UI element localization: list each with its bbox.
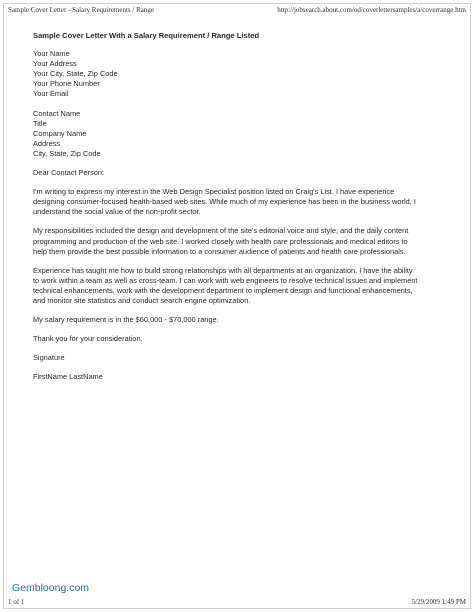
letter-body bbox=[33, 31, 453, 391]
paragraph-responsibilities bbox=[33, 226, 453, 256]
sender-line: Your Email bbox=[33, 89, 69, 99]
sender-line: Your City, State, Zip Code bbox=[33, 69, 118, 79]
paragraph-line: technical enhancements, work with the development department to implement design and functional enhancements, bbox=[33, 285, 413, 295]
watermark-logo: Gembloong.com bbox=[12, 582, 90, 594]
closing: Thank you for your consideration. bbox=[33, 334, 143, 344]
sender-line: Your Name bbox=[33, 49, 70, 59]
letter-title: Sample Cover Letter With a Salary Requirement / Range Listed bbox=[33, 31, 260, 40]
recipient-line: Contact Name bbox=[33, 108, 81, 118]
print-header-url: http://jobsearch.about.com/od/coverlettersamples/a/coverrange.htm bbox=[277, 6, 466, 14]
page-frame bbox=[3, 3, 471, 609]
recipient-line: Title bbox=[33, 118, 47, 128]
print-timestamp: 5/29/2009 1:49 PM bbox=[411, 598, 466, 606]
paragraph-line: understand the social value of the non-profit sector. bbox=[33, 207, 201, 217]
paragraph-line: designing consumer-focused health-based web sites. While much of my experience has been in the business world, I bbox=[33, 197, 416, 207]
paragraph-line: and monitor site statistics and conduct search engine optimization. bbox=[33, 295, 251, 305]
paragraph-line: programming and production of the web site. I worked closely with health care professionals and medical editors to bbox=[33, 236, 408, 246]
page-count: 1 of 1 bbox=[8, 598, 25, 606]
print-header-title: Sample Cover Letter - Salary Requirements / Range bbox=[8, 6, 154, 14]
signature: Signature bbox=[33, 353, 65, 363]
sender-block bbox=[33, 49, 453, 99]
paragraph-line: Experience has taught me how to build strong relationships with all departments at an organization. I have the ability bbox=[33, 265, 413, 275]
sender-line: Your Phone Number bbox=[33, 79, 100, 89]
paragraph-line: help them provide the best possible information to a consumer audience of patients and health care professionals. bbox=[33, 246, 406, 256]
paragraph-line: to work within a team as well as cross-team. I can work with web engineers to resolve technical issues and implement bbox=[33, 275, 418, 285]
salary-requirement: My salary requirement is in the $60,000 - $70,000 range. bbox=[33, 315, 219, 325]
paragraph-line: I'm writing to express my interest in the Web Design Specialist position listed on Craig's List. I have experience bbox=[33, 187, 395, 197]
print-footer bbox=[8, 596, 466, 606]
recipient-line: Address bbox=[33, 138, 61, 148]
recipient-line: City, State, Zip Code bbox=[33, 148, 101, 158]
paragraph-experience bbox=[33, 266, 453, 306]
paragraph-line: My responsibilities included the design and development of the site's editorial voice and style, and the daily content bbox=[33, 226, 409, 236]
recipient-block bbox=[33, 109, 453, 159]
sender-line: Your Address bbox=[33, 59, 77, 69]
salutation: Dear Contact Person: bbox=[33, 168, 105, 178]
signer-name: FirstName LastName bbox=[33, 372, 103, 382]
paragraph-interest bbox=[33, 187, 453, 217]
recipient-line: Company Name bbox=[33, 128, 87, 138]
